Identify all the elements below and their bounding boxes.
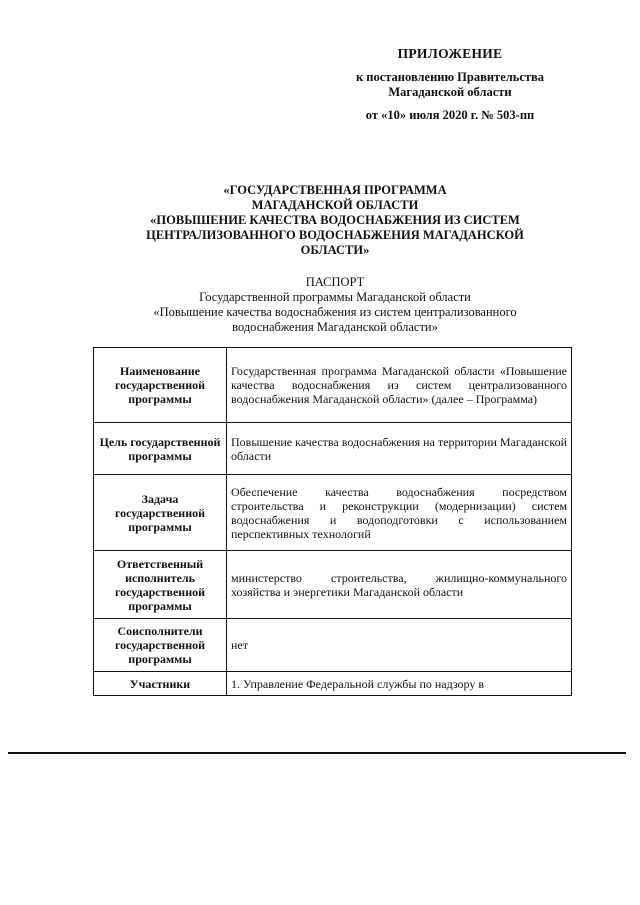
row-value: министерство строительства, жилищно-коммунального хозяйства и энергетики Магаданской области [227,551,572,619]
passport-subtitle-line: Государственной программы Магаданской области [199,290,471,304]
annex-date-line: от «10» июля 2020 г. № 503-пп [365,108,535,122]
passport-heading-block [90,275,580,335]
row-value: Обеспечение качества водоснабжения посредством строительства и реконструкции (модернизации) систем водоснабжения и водоподготовки с использованием перспективных технологий [227,475,572,551]
annex-region-line: Магаданской области [388,85,512,99]
row-value: нет [227,619,572,672]
passport-subtitle-line: водоснабжения Магаданской области» [232,320,438,334]
row-value: 1. Управление Федеральной службы по надзору в [227,672,572,696]
row-value: Повышение качества водоснабжения на территории Магаданской области [227,423,572,475]
document-title [90,183,580,258]
table-row [94,551,572,619]
row-label: Участники [94,672,227,696]
table-row [94,348,572,423]
document-title-line: ЦЕНТРАЛИЗОВАННОГО ВОДОСНАБЖЕНИЯ МАГАДАНСКОЙ [146,228,524,242]
table-row [94,619,572,672]
row-value: Государственная программа Магаданской области «Повышение качества водоснабжения из систем централизованного водоснабжения Магаданской области» (далее – Программа) [227,348,572,423]
table-row [94,672,572,696]
document-title-line: «ПОВЫШЕНИЕ КАЧЕСТВА ВОДОСНАБЖЕНИЯ ИЗ СИСТЕМ [150,213,520,227]
table-row [94,423,572,475]
row-label: Соисполнители государственной программы [94,619,227,672]
document-title-line: ОБЛАСТИ» [300,243,370,257]
row-label: Ответственный исполнитель государственной программы [94,551,227,619]
row-label: Цель государственной программы [94,423,227,475]
passport-table [93,347,572,696]
page-bottom-divider [8,752,626,754]
annex-block [330,46,570,123]
annex-title: ПРИЛОЖЕНИЕ [397,46,503,61]
document-title-line: МАГАДАНСКОЙ ОБЛАСТИ [251,198,419,212]
passport-heading: ПАСПОРТ [305,275,365,289]
passport-subtitle-line: «Повышение качества водоснабжения из систем централизованного [153,305,517,319]
annex-resolution-line: к постановлению Правительства [355,70,545,84]
row-label: Задача государственной программы [94,475,227,551]
row-label: Наименование государственной программы [94,348,227,423]
document-title-line: «ГОСУДАРСТВЕННАЯ ПРОГРАММА [223,183,447,197]
table-row [94,475,572,551]
